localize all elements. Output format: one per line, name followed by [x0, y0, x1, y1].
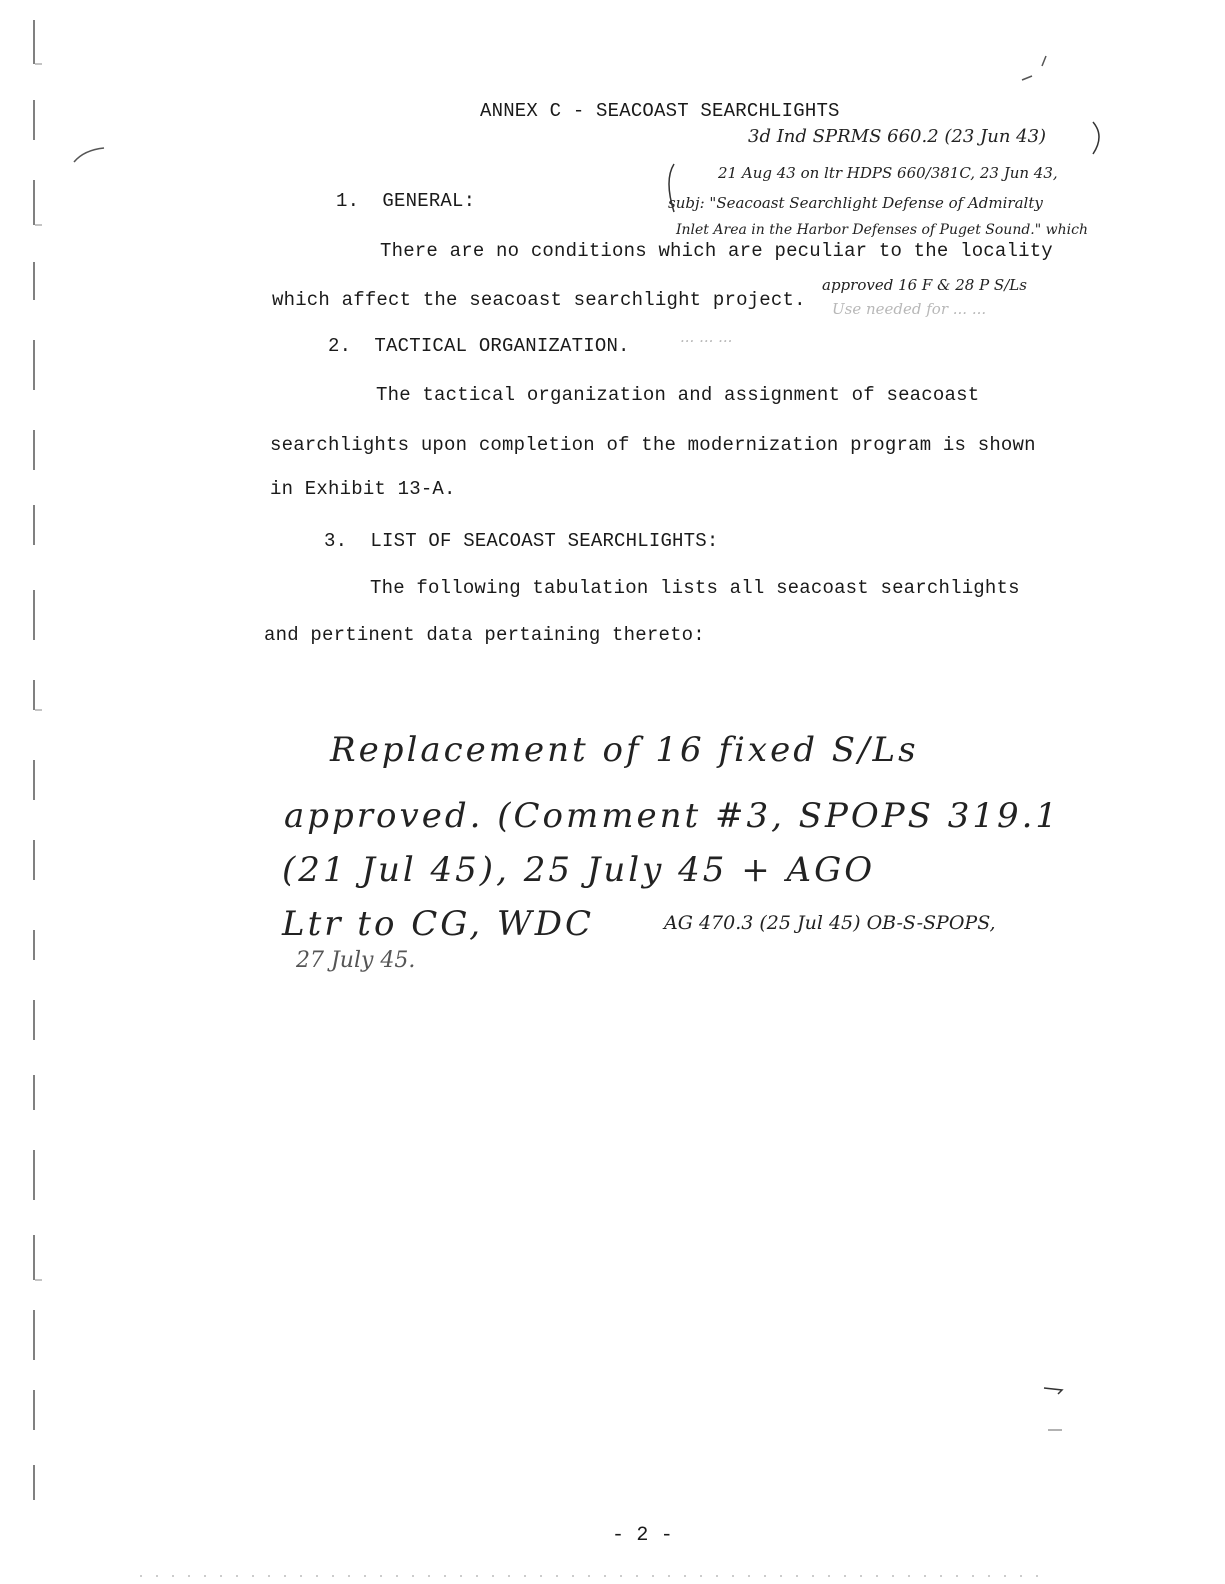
margin-note-approved: approved 16 F & 28 P S/Ls [822, 276, 1027, 294]
margin-note-faint-2: ... ... ... [680, 328, 733, 346]
section-2-line-1: The tactical organization and assignment of seacoast [376, 384, 980, 406]
section-3-heading: 3. LIST OF SEACOAST SEARCHLIGHTS: [324, 530, 719, 552]
section-3-line-1: The following tabulation lists all seacoast searchlights [370, 577, 1020, 599]
section-3-line-2: and pertinent data pertaining thereto: [264, 624, 705, 646]
section-2-line-2: searchlights upon completion of the modernization program is shown [270, 434, 1036, 456]
margin-note-letter: 21 Aug 43 on ltr HDPS 660/381C, 23 Jun 43, [718, 164, 1058, 182]
handwritten-note-line-4: Ltr to CG, WDC [282, 904, 595, 944]
margin-note-faint-1: Use needed for ... ... [832, 300, 987, 318]
handwritten-note-line-3: (21 Jul 45), 25 July 45 + AGO [282, 850, 876, 890]
scan-left-edge-marks [0, 0, 60, 1584]
section-1-heading: 1. GENERAL: [336, 190, 476, 212]
handwritten-note-line-4-file: AG 470.3 (25 Jul 45) OB-S-SPOPS, [664, 912, 996, 934]
margin-note-subject-cont: Inlet Area in the Harbor Defenses of Puget Sound." which [676, 222, 1088, 238]
margin-note-endorsement: 3d Ind SPRMS 660.2 (23 Jun 43) [748, 126, 1047, 147]
handwritten-note-line-1: Replacement of 16 fixed S/Ls [330, 730, 919, 770]
margin-note-subject: subj: "Seacoast Searchlight Defense of Admiralty [668, 194, 1043, 212]
right-margin-marks [1040, 1380, 1070, 1440]
section-2-line-3: in Exhibit 13-A. [270, 478, 456, 500]
handwritten-note-line-2: approved. (Comment #3, SPOPS 319.1 [284, 796, 1061, 836]
section-1-line-2: which affect the seacoast searchlight project. [272, 289, 806, 311]
page-title: ANNEX C - SEACOAST SEARCHLIGHTS [480, 100, 840, 122]
margin-closing-paren [1085, 118, 1115, 158]
stray-pen-mark [70, 140, 110, 170]
page-number: - 2 - [612, 1524, 674, 1547]
scan-bottom-edge-dots [0, 1570, 1225, 1582]
section-1-line-1: There are no conditions which are peculiar to the locality [380, 240, 1053, 262]
handwritten-note-line-5: 27 July 45. [296, 948, 416, 973]
section-2-heading: 2. TACTICAL ORGANIZATION. [328, 335, 630, 357]
corner-pen-mark [1010, 50, 1060, 90]
margin-bracket [660, 160, 680, 220]
